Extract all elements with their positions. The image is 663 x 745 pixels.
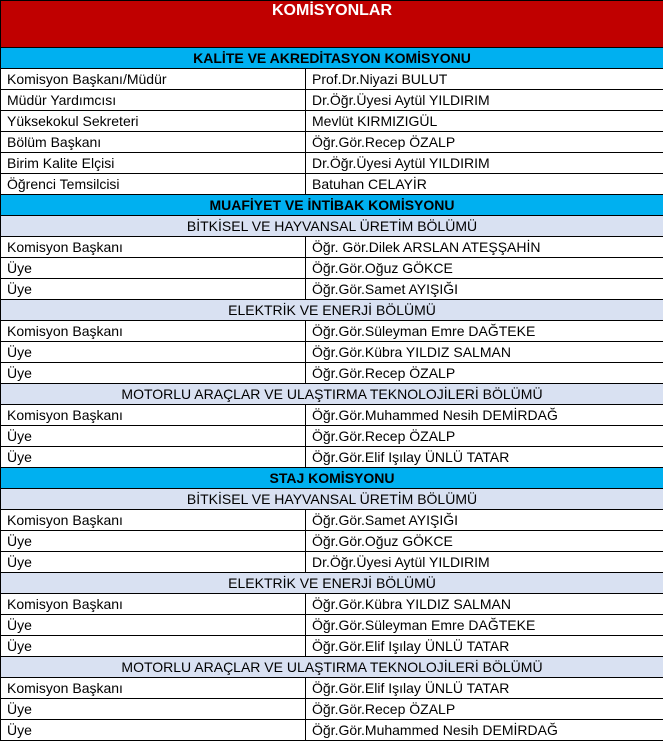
person-cell: Öğr.Gör.Muhammed Nesih DEMİRDAĞ	[306, 405, 663, 426]
person-cell: Öğr.Gör.Oğuz GÖKCE	[306, 258, 663, 279]
role-cell: Komisyon Başkanı	[1, 678, 306, 699]
person-cell: Öğr.Gör.Elif Işılay ÜNLÜ TATAR	[306, 636, 663, 657]
person-cell: Dr.Öğr.Üyesi Aytül YILDIRIM	[306, 153, 663, 174]
department-header: BİTKİSEL VE HAYVANSAL ÜRETİM BÖLÜMÜ	[1, 216, 663, 237]
department-header-row	[1, 657, 663, 678]
title-row	[1, 1, 663, 48]
table-row	[1, 552, 663, 573]
table-row	[1, 405, 663, 426]
role-cell: Üye	[1, 426, 306, 447]
table-row	[1, 153, 663, 174]
table-row	[1, 531, 663, 552]
person-cell: Mevlüt KIRMIZIGÜL	[306, 111, 663, 132]
person-cell: Prof.Dr.Niyazi BULUT	[306, 69, 663, 90]
department-header-row	[1, 489, 663, 510]
table-row	[1, 111, 663, 132]
department-header-row	[1, 216, 663, 237]
section-header-row	[1, 195, 663, 216]
role-cell: Üye	[1, 531, 306, 552]
table-row	[1, 510, 663, 531]
table-row	[1, 279, 663, 300]
page-title: KOMİSYONLAR	[1, 1, 663, 48]
person-cell: Öğr. Gör.Dilek ARSLAN ATEŞŞAHİN	[306, 237, 663, 258]
table-row	[1, 426, 663, 447]
section-header: STAJ KOMİSYONU	[1, 468, 663, 489]
person-cell: Öğr.Gör.Muhammed Nesih DEMİRDAĞ	[306, 720, 663, 741]
role-cell: Öğrenci Temsilcisi	[1, 174, 306, 195]
section-header-row	[1, 48, 663, 69]
department-header: ELEKTRİK VE ENERJİ BÖLÜMÜ	[1, 300, 663, 321]
role-cell: Komisyon Başkanı	[1, 237, 306, 258]
person-cell: Öğr.Gör.Elif Işılay ÜNLÜ TATAR	[306, 447, 663, 468]
table-row	[1, 699, 663, 720]
person-cell: Öğr.Gör.Oğuz GÖKCE	[306, 531, 663, 552]
role-cell: Üye	[1, 258, 306, 279]
table-row	[1, 237, 663, 258]
table-row	[1, 342, 663, 363]
department-header: MOTORLU ARAÇLAR VE ULAŞTIRMA TEKNOLOJİLERİ BÖLÜMÜ	[1, 384, 663, 405]
table-row	[1, 636, 663, 657]
role-cell: Birim Kalite Elçisi	[1, 153, 306, 174]
section-header-row	[1, 468, 663, 489]
person-cell: Batuhan CELAYİR	[306, 174, 663, 195]
table-row	[1, 90, 663, 111]
table-row	[1, 174, 663, 195]
role-cell: Komisyon Başkanı/Müdür	[1, 69, 306, 90]
person-cell: Öğr.Gör.Samet AYIŞIĞI	[306, 279, 663, 300]
person-cell: Öğr.Gör.Kübra YILDIZ SALMAN	[306, 342, 663, 363]
person-cell: Öğr.Gör.Samet AYIŞIĞI	[306, 510, 663, 531]
table-row	[1, 447, 663, 468]
role-cell: Yüksekokul Sekreteri	[1, 111, 306, 132]
person-cell: Öğr.Gör.Süleyman Emre DAĞTEKE	[306, 615, 663, 636]
role-cell: Komisyon Başkanı	[1, 510, 306, 531]
role-cell: Üye	[1, 636, 306, 657]
department-header-row	[1, 573, 663, 594]
department-header: BİTKİSEL VE HAYVANSAL ÜRETİM BÖLÜMÜ	[1, 489, 663, 510]
role-cell: Bölüm Başkanı	[1, 132, 306, 153]
department-header: MOTORLU ARAÇLAR VE ULAŞTIRMA TEKNOLOJİLERİ BÖLÜMÜ	[1, 657, 663, 678]
role-cell: Üye	[1, 552, 306, 573]
role-cell: Üye	[1, 699, 306, 720]
role-cell: Üye	[1, 342, 306, 363]
table-row	[1, 69, 663, 90]
person-cell: Dr.Öğr.Üyesi Aytül YILDIRIM	[306, 90, 663, 111]
section-header: MUAFİYET VE İNTİBAK KOMİSYONU	[1, 195, 663, 216]
role-cell: Müdür Yardımcısı	[1, 90, 306, 111]
person-cell: Öğr.Gör.Elif Işılay ÜNLÜ TATAR	[306, 678, 663, 699]
person-cell: Öğr.Gör.Süleyman Emre DAĞTEKE	[306, 321, 663, 342]
table-row	[1, 132, 663, 153]
role-cell: Üye	[1, 615, 306, 636]
person-cell: Dr.Öğr.Üyesi Aytül YILDIRIM	[306, 552, 663, 573]
table-row	[1, 258, 663, 279]
role-cell: Üye	[1, 279, 306, 300]
department-header: ELEKTRİK VE ENERJİ BÖLÜMÜ	[1, 573, 663, 594]
person-cell: Öğr.Gör.Recep ÖZALP	[306, 132, 663, 153]
person-cell: Öğr.Gör.Kübra YILDIZ SALMAN	[306, 594, 663, 615]
department-header-row	[1, 300, 663, 321]
person-cell: Öğr.Gör.Recep ÖZALP	[306, 699, 663, 720]
table-row	[1, 720, 663, 741]
section-header: KALİTE VE AKREDİTASYON KOMİSYONU	[1, 48, 663, 69]
table-row	[1, 321, 663, 342]
role-cell: Komisyon Başkanı	[1, 594, 306, 615]
table-row	[1, 594, 663, 615]
role-cell: Komisyon Başkanı	[1, 321, 306, 342]
role-cell: Üye	[1, 447, 306, 468]
person-cell: Öğr.Gör.Recep ÖZALP	[306, 363, 663, 384]
role-cell: Komisyon Başkanı	[1, 405, 306, 426]
table-row	[1, 363, 663, 384]
role-cell: Üye	[1, 363, 306, 384]
role-cell: Üye	[1, 720, 306, 741]
table-row	[1, 678, 663, 699]
department-header-row	[1, 384, 663, 405]
commissions-table-body	[1, 1, 663, 741]
table-row	[1, 615, 663, 636]
person-cell: Öğr.Gör.Recep ÖZALP	[306, 426, 663, 447]
